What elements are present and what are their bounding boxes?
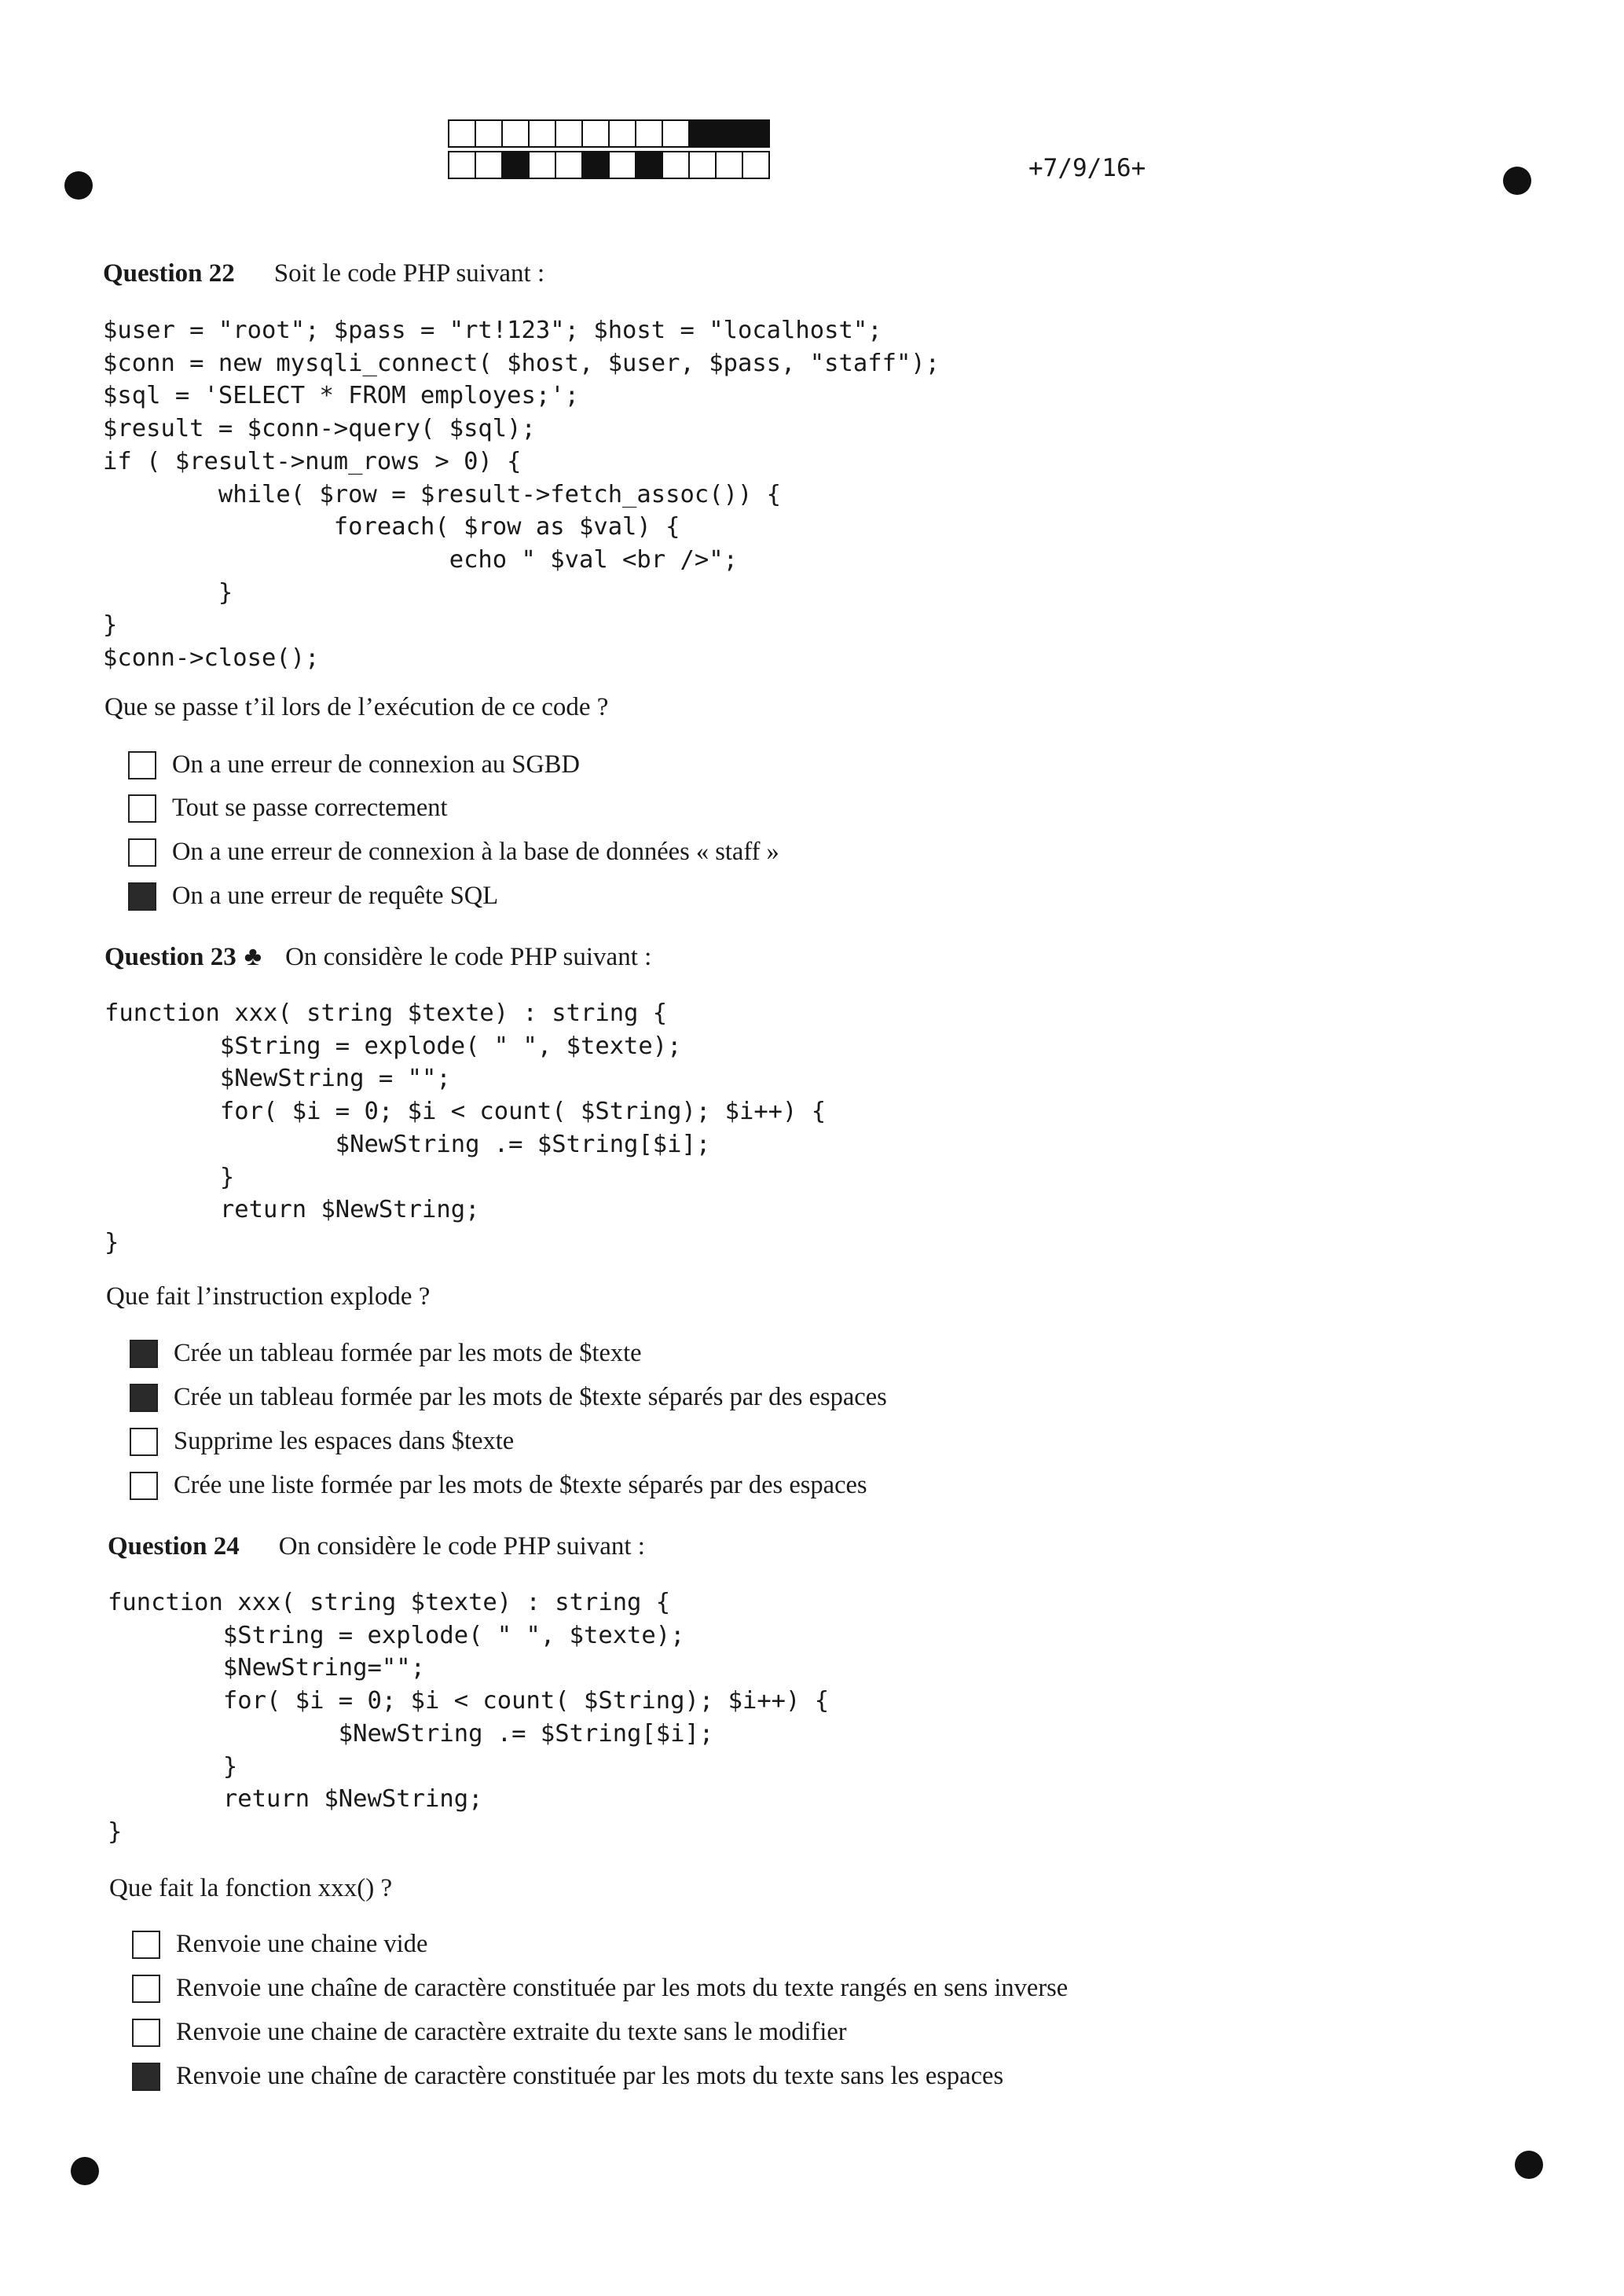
answer-option[interactable] xyxy=(128,794,448,823)
answer-option[interactable] xyxy=(130,1339,642,1368)
answer-text: On a une erreur de requête SQL xyxy=(172,882,499,910)
checkbox[interactable] xyxy=(132,2063,160,2091)
answer-option[interactable] xyxy=(128,750,580,779)
barcode-cell xyxy=(608,119,636,148)
barcode-cell xyxy=(635,151,663,179)
question-24-code: function xxx( string $texte) : string { $String = explode( " ", $texte); $NewString=""; for( $i = 0; $i < count( $String); $i++) { $NewString .= $String[$i]; } return $NewString; } xyxy=(108,1589,830,1846)
checkbox[interactable] xyxy=(128,794,156,823)
answer-option[interactable] xyxy=(132,1974,1068,2003)
answer-text: Renvoie une chaîne de caractère constituée par les mots du texte sans les espaces xyxy=(176,2062,1004,2090)
question-label: Question 23 xyxy=(104,943,236,971)
barcode-cell xyxy=(742,119,770,148)
barcode-cell xyxy=(555,119,583,148)
checkbox[interactable] xyxy=(132,2019,160,2047)
barcode-cell xyxy=(448,119,476,148)
barcode-cell xyxy=(528,119,556,148)
checkbox[interactable] xyxy=(130,1384,158,1412)
barcode-cell xyxy=(448,151,476,179)
answer-option[interactable] xyxy=(132,1930,427,1959)
question-label: Question 22 xyxy=(103,259,235,288)
barcode-cell xyxy=(715,119,743,148)
question-24-prompt: Que fait la fonction xxx() ? xyxy=(109,1874,393,1902)
answer-text: Crée un tableau formée par les mots de $texte séparés par des espaces xyxy=(174,1383,887,1411)
barcode-cell xyxy=(635,119,663,148)
barcode-cell xyxy=(501,119,530,148)
question-22-code: $user = "root"; $pass = "rt!123"; $host = "localhost"; $conn = new mysqli_connect( $host, $user, $pass, "staff"); $sql = 'SELECT * FROM employes;'; $result = $conn->query( $sql); if ( $result->num_rows > 0) { while( $row = $result->fetch_assoc()) { foreach( $row as $val) { echo " $val <br />"; } } $conn->close(); xyxy=(103,317,940,673)
registration-mark-top-right xyxy=(1503,167,1531,195)
checkbox[interactable] xyxy=(130,1428,158,1456)
question-22-header xyxy=(103,259,544,288)
checkbox[interactable] xyxy=(128,751,156,779)
answer-text: Supprime les espaces dans $texte xyxy=(174,1427,515,1455)
question-23-code: function xxx( string $texte) : string { $String = explode( " ", $texte); $NewString = ""; for( $i = 0; $i < count( $String); $i++) { $NewString .= $String[$i]; } return $NewString; } xyxy=(104,999,827,1256)
question-label: Question 24 xyxy=(108,1532,240,1561)
question-title: On considère le code PHP suivant : xyxy=(278,1532,645,1561)
barcode-cell xyxy=(688,119,717,148)
answer-text: On a une erreur de connexion à la base de données « staff » xyxy=(172,838,779,866)
answer-option[interactable] xyxy=(132,2062,1003,2091)
answer-text: Crée une liste formée par les mots de $texte séparés par des espaces xyxy=(174,1471,867,1499)
checkbox[interactable] xyxy=(132,1931,160,1959)
page-id: +7/9/16+ xyxy=(1028,154,1146,182)
registration-mark-top-left xyxy=(64,171,93,200)
answer-text: Crée un tableau formée par les mots de $texte xyxy=(174,1339,642,1367)
question-22-prompt: Que se passe t’il lors de l’exécution de ce code ? xyxy=(104,693,609,721)
barcode-cell xyxy=(528,151,556,179)
question-title: On considère le code PHP suivant : xyxy=(285,943,652,971)
question-23-prompt: Que fait l’instruction explode ? xyxy=(106,1282,431,1311)
barcode-cell xyxy=(662,119,690,148)
registration-mark-bottom-right xyxy=(1515,2151,1543,2179)
answer-text: On a une erreur de connexion au SGBD xyxy=(172,750,580,779)
question-title: Soit le code PHP suivant : xyxy=(273,259,545,288)
barcode-cell xyxy=(608,151,636,179)
barcode-cell xyxy=(501,151,530,179)
answer-option[interactable] xyxy=(130,1427,514,1456)
registration-mark-bottom-left xyxy=(71,2157,99,2185)
question-23-header xyxy=(104,942,651,972)
answer-option[interactable] xyxy=(128,882,498,911)
club-icon: ♣ xyxy=(244,942,262,971)
answer-option[interactable] xyxy=(132,2018,847,2047)
barcode-cell xyxy=(715,151,743,179)
checkbox[interactable] xyxy=(128,882,156,911)
barcode-cell xyxy=(662,151,690,179)
answer-option[interactable] xyxy=(128,838,779,867)
barcode-cell xyxy=(475,119,503,148)
answer-text: Renvoie une chaine vide xyxy=(176,1930,428,1958)
barcode-cell xyxy=(555,151,583,179)
barcode-cell xyxy=(475,151,503,179)
question-24-header xyxy=(108,1532,645,1561)
barcode-row-top xyxy=(448,119,768,146)
checkbox[interactable] xyxy=(130,1340,158,1368)
answer-text: Renvoie une chaîne de caractère constituée par les mots du texte rangés en sens inverse xyxy=(176,1974,1069,2002)
barcode-cell xyxy=(742,151,770,179)
answer-option[interactable] xyxy=(130,1471,867,1500)
barcode-row-bottom xyxy=(448,151,768,178)
barcode-cell xyxy=(581,119,610,148)
answer-text: Tout se passe correctement xyxy=(172,794,448,822)
checkbox[interactable] xyxy=(128,838,156,867)
checkbox[interactable] xyxy=(130,1472,158,1500)
answer-text: Renvoie une chaine de caractère extraite du texte sans le modifier xyxy=(176,2018,847,2046)
checkbox[interactable] xyxy=(132,1975,160,2003)
page-barcode xyxy=(448,119,768,182)
answer-option[interactable] xyxy=(130,1383,887,1412)
barcode-cell xyxy=(581,151,610,179)
barcode-cell xyxy=(688,151,717,179)
